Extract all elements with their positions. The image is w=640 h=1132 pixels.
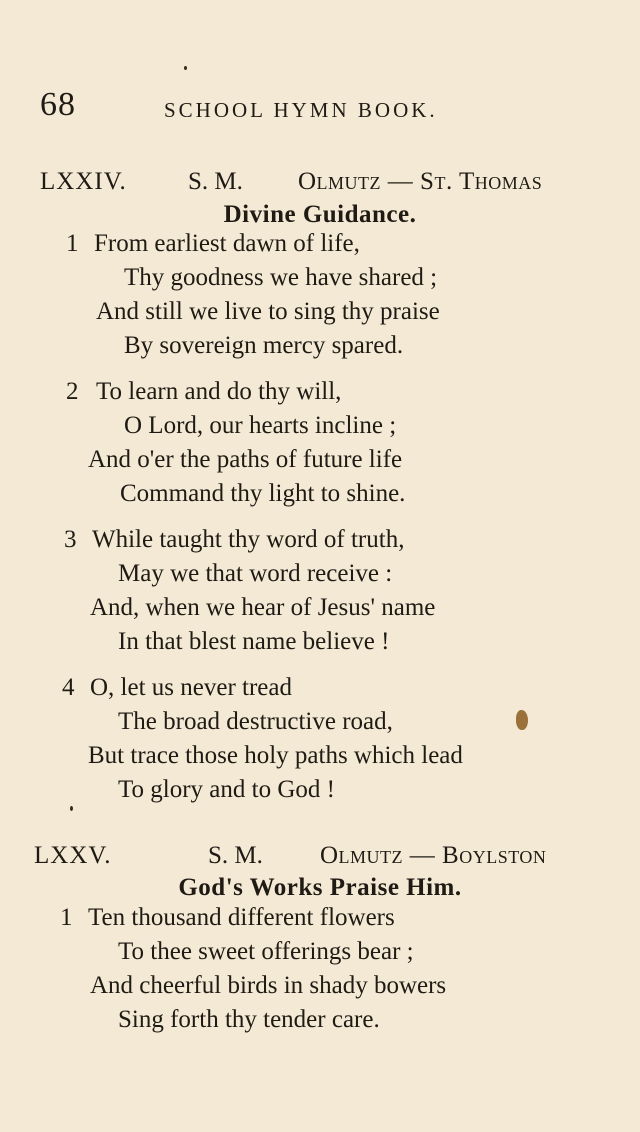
verse-number: 2 — [66, 378, 79, 405]
verse-line: While taught thy word of truth, — [92, 526, 405, 553]
verse-line: To thee sweet offerings bear ; — [118, 938, 414, 965]
verse-line: From earliest dawn of life, — [94, 230, 360, 257]
hymn-title: God's Works Praise Him. — [178, 874, 462, 901]
hymn-number: LXXIV. — [40, 168, 127, 195]
paper-stain — [516, 710, 528, 730]
verse-line: The broad destructive road, — [118, 708, 393, 735]
verse-number: 1 — [66, 230, 79, 257]
hymn-number: LXXV. — [34, 842, 112, 869]
verse-line: In that blest name believe ! — [118, 628, 390, 655]
hymn-tunes: Olmutz — St. Thomas — [298, 168, 543, 195]
verse-line: To glory and to God ! — [118, 776, 335, 803]
verse-number: 4 — [62, 674, 75, 701]
verse-line: Sing forth thy tender care. — [118, 1006, 380, 1033]
verse-line: Command thy light to shine. — [120, 480, 406, 507]
verse-line: By sovereign mercy spared. — [124, 332, 404, 359]
verse-line: And, when we hear of Jesus' name — [90, 594, 436, 621]
ink-speck — [184, 66, 187, 70]
running-title: SCHOOL HYMN BOOK. — [164, 98, 438, 122]
ink-speck — [70, 806, 73, 811]
verse-line: And still we live to sing thy praise — [96, 298, 440, 325]
verse-line: Ten thousand different flowers — [88, 904, 395, 931]
hymn-meter: S. M. — [208, 842, 263, 869]
verse-line: But trace those holy paths which lead — [88, 742, 463, 769]
verse-number: 1 — [60, 904, 73, 931]
hymn-tunes: Olmutz — Boylston — [320, 842, 547, 869]
verse-line: O Lord, our hearts incline ; — [124, 412, 397, 439]
verse-line: Thy goodness we have shared ; — [124, 264, 438, 291]
verse-line: May we that word receive : — [118, 560, 393, 587]
page-number: 68 — [40, 86, 76, 123]
verse-line: To learn and do thy will, — [96, 378, 342, 405]
verse-line: O, let us never tread — [90, 674, 293, 701]
hymn-title: Divine Guidance. — [223, 201, 417, 228]
hymn-meter: S. M. — [188, 168, 243, 195]
verse-number: 3 — [64, 526, 77, 553]
verse-line: And o'er the paths of future life — [88, 446, 403, 473]
verse-line: And cheerful birds in shady bowers — [90, 972, 447, 999]
